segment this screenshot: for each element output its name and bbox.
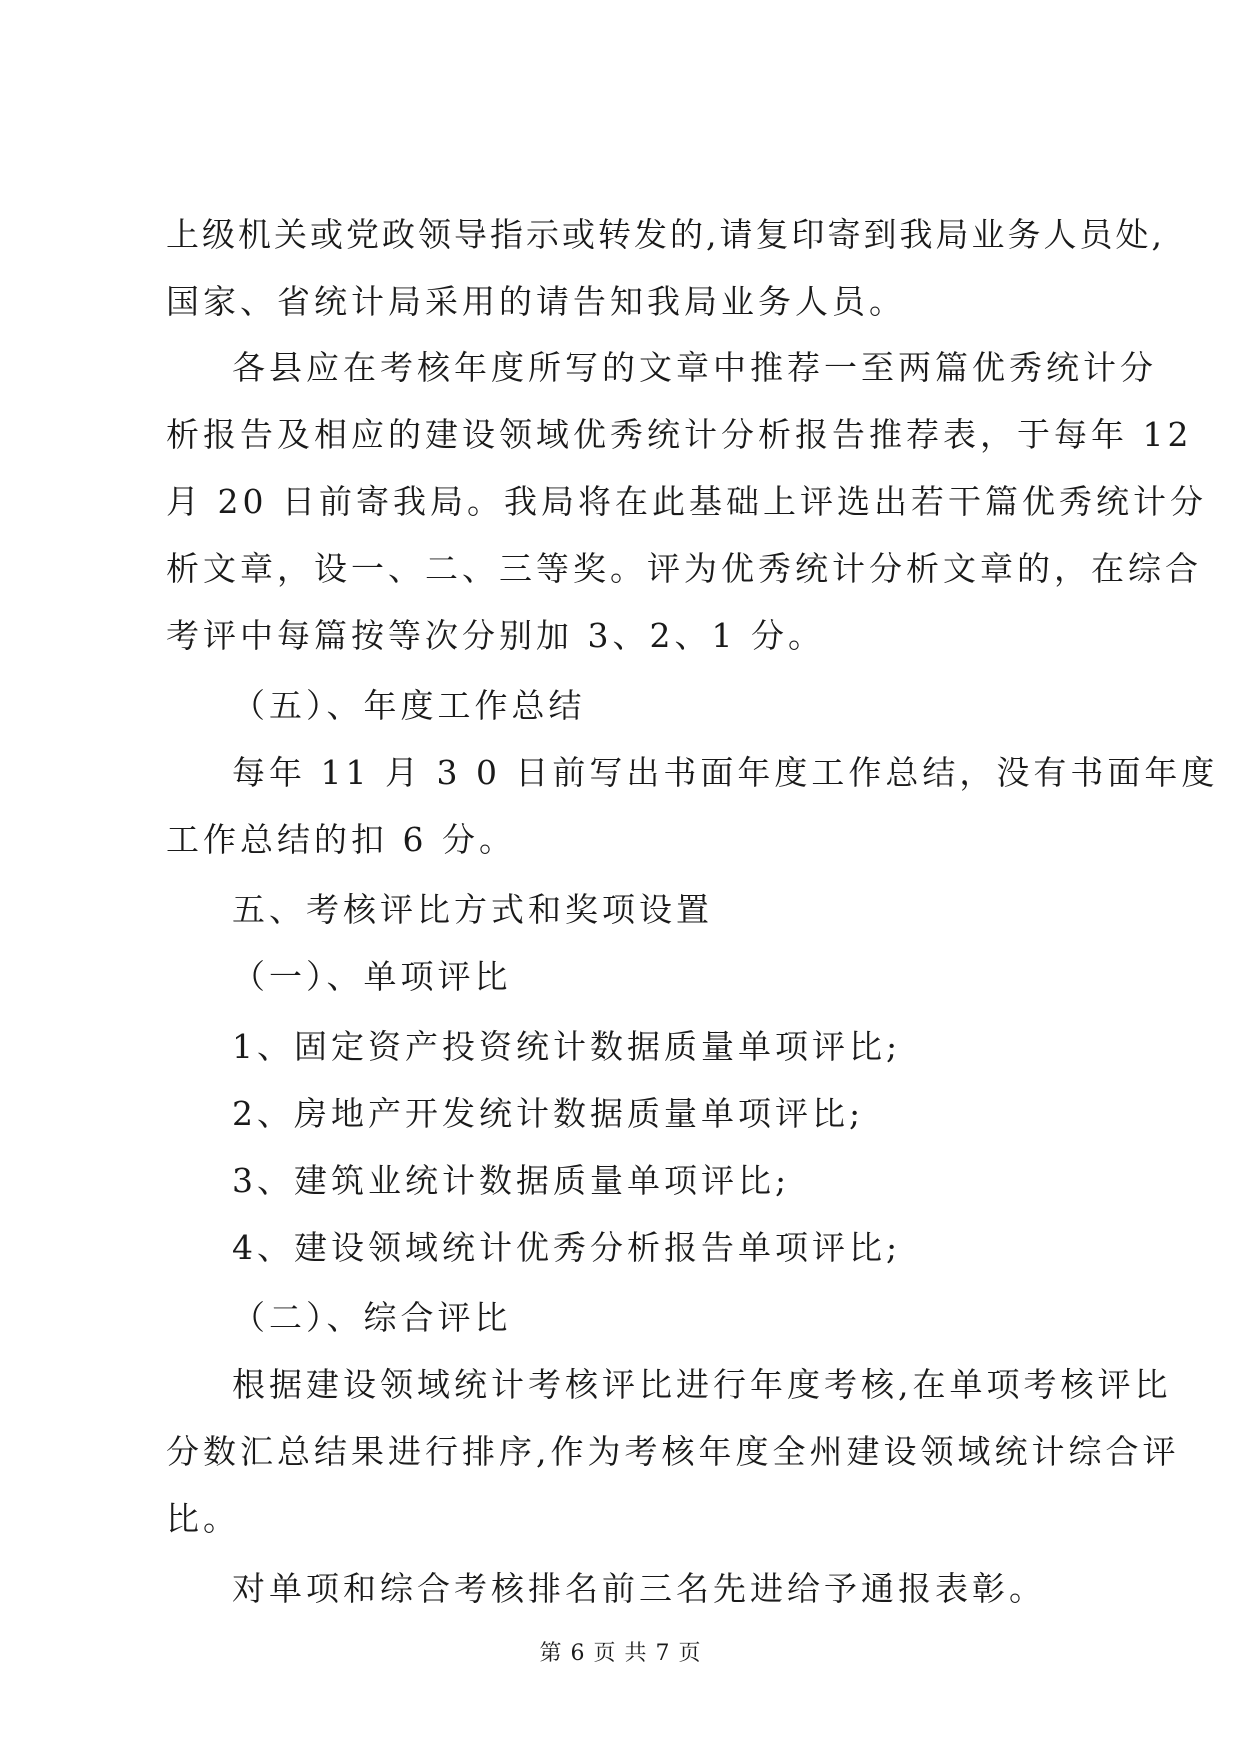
list-item: 4、建设领域统计优秀分析报告单项评比; — [232, 1228, 902, 1267]
list-item: 2、房地产开发统计数据质量单项评比; — [232, 1094, 865, 1133]
body-line: 每年 11 月 3 0 日前写出书面年度工作总结，没有书面年度 — [232, 753, 1219, 792]
subsection-heading: （二）、综合评比 — [232, 1298, 512, 1337]
page-number-footer: 第 6 页 共 7 页 — [539, 1641, 702, 1666]
body-line: 各县应在考核年度所写的文章中推荐一至两篇优秀统计分 — [232, 348, 1157, 387]
body-line: 对单项和综合考核排名前三名先进给予通报表彰。 — [232, 1569, 1046, 1608]
body-line: 上级机关或党政领导指示或转发的,请复印寄到我局业务人员处, — [166, 215, 1165, 254]
body-line: 月 20 日前寄我局。我局将在此基础上评选出若干篇优秀统计分 — [166, 482, 1207, 521]
body-line: 考评中每篇按等次分别加 3、2、1 分。 — [166, 616, 825, 655]
body-line: 析报告及相应的建设领域优秀统计分析报告推荐表，于每年 12 — [166, 415, 1193, 454]
body-line: 比。 — [166, 1499, 240, 1538]
body-line: 分数汇总结果进行排序,作为考核年度全州建设领域统计综合评 — [166, 1432, 1180, 1471]
body-line: 析文章，设一、二、三等奖。评为优秀统计分析文章的，在综合 — [166, 549, 1202, 588]
subsection-heading: （一）、单项评比 — [232, 957, 512, 996]
section-heading: 五、考核评比方式和奖项设置 — [232, 890, 713, 929]
list-item: 3、建筑业统计数据质量单项评比; — [232, 1161, 791, 1200]
list-item: 1、固定资产投资统计数据质量单项评比; — [232, 1027, 902, 1066]
body-line: 工作总结的扣 6 分。 — [166, 820, 516, 859]
body-line: 根据建设领域统计考核评比进行年度考核,在单项考核评比 — [232, 1365, 1172, 1404]
section-heading: （五）、年度工作总结 — [232, 686, 586, 725]
body-line: 国家、省统计局采用的请告知我局业务人员。 — [166, 282, 906, 321]
